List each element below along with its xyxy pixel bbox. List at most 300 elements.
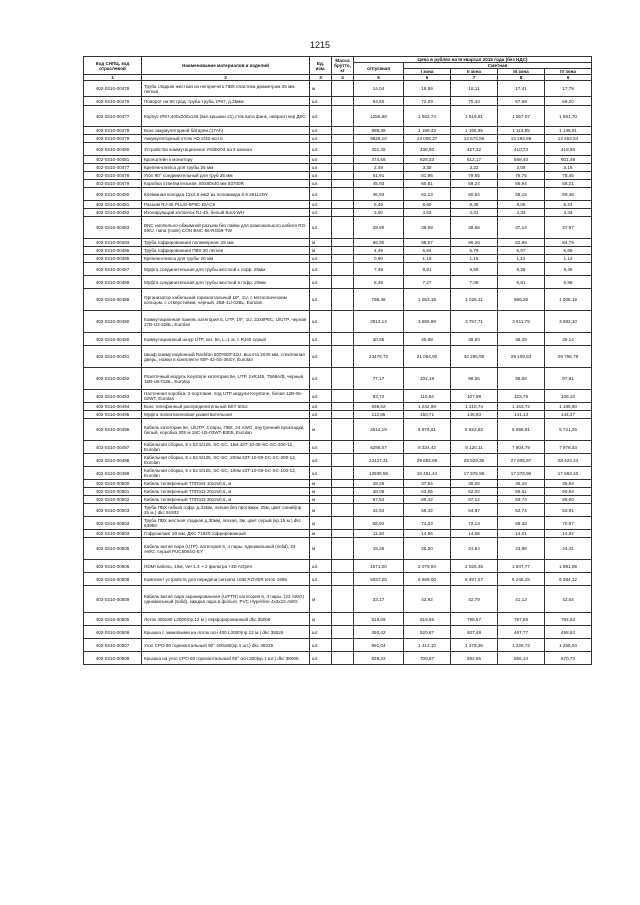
cell-code: 402-0310-00482 [84,209,142,217]
cell-release-price: 14,04 [354,81,404,97]
cell-mass [332,135,354,143]
cell-code: 402-0310-00487 [84,263,142,276]
cell-name: Кабель телефонный ТППэп3 30х2х0,5, м [142,496,310,504]
header-estimate: Сметная [404,63,592,69]
cell-zone-4-price: 784,63 [545,613,592,626]
cell-unit: м [310,247,332,255]
cell-code: 402-0310-00497 [84,441,142,454]
cell-unit: шт. [310,346,332,368]
cell-zone-2-price: 86,29 [451,239,498,247]
cell-unit: шт. [310,368,332,390]
cell-zone-4-price: 17,79 [545,81,592,97]
cell-zone-4-price: 9,49 [545,263,592,276]
cell-zone-3-price: 8,05 [498,201,545,209]
price-table [83,56,592,665]
cell-zone-4-price: 5,69 [545,247,592,255]
cell-mass [332,480,354,488]
table-row [84,504,592,517]
cell-code: 402-0310-00505 [84,538,142,560]
cell-unit: шт. [310,639,332,652]
cell-mass [332,156,354,164]
cell-name: Настенная коробка, 2-портовая, под UTP модули Keystone, белая 12В-06-02WT, Eurolan [142,390,310,403]
cell-zone-4-price: 37,97 [545,217,592,239]
cell-mass [332,613,354,626]
table-row [84,613,592,626]
cell-zone-4-price: 69,20 [545,97,592,106]
cell-zone-2-price: 39,83 [451,333,498,346]
cell-zone-2-price: 682,65 [451,652,498,665]
cell-mass [332,652,354,665]
cell-release-price: 28,36 [354,480,404,488]
cell-mass [332,127,354,135]
cell-code: 402-0310-00484 [84,239,142,247]
cell-zone-3-price: 5 596,81 [498,419,545,441]
cell-name: Корпус IP67,400х200х146 (вкл.крышки 21),стек вата фанк, неврасп кнр ДКС [142,106,310,127]
cell-zone-4-price: 106,10 [545,390,592,403]
cell-name: Кабель телефонный ТППэп3 10х2х0,5, м [142,480,310,488]
col-index-2: 2 [142,75,310,81]
cell-zone-1-price: 25,50 [404,538,451,560]
cell-mass [332,626,354,639]
cell-mass [332,172,354,180]
cell-code: 402-0310-00505 [84,613,142,626]
cell-zone-2-price: 3 757,71 [451,311,498,333]
cell-unit: м [310,496,332,504]
cell-zone-1-price: 1,19 [404,255,451,263]
cell-zone-3-price: 35,16 [498,480,545,488]
cell-zone-1-price: 18 451,44 [404,467,451,480]
cell-zone-1-price: 56,32 [404,504,451,517]
cell-unit: шт. [310,411,332,419]
cell-unit: шт. [310,180,332,188]
cell-zone-3-price: 17,41 [498,81,545,97]
cell-zone-4-price: 144,27 [545,411,592,419]
cell-name: Коробка ответвительная, 80х80х40 мм 53700R [142,180,310,188]
cell-zone-1-price: 40,88 [404,333,451,346]
cell-release-price: 30,85 [354,333,404,346]
cell-zone-2-price: 24,84 [451,538,498,560]
cell-release-price: 3,50 [354,209,404,217]
cell-release-price: 23478,72 [354,346,404,368]
cell-name: Бокс аккумуляторной батареи (17Ah) [142,127,310,135]
cell-unit: шт. [310,209,332,217]
cell-release-price: 67,54 [354,496,404,504]
cell-zone-3-price: 1 113,85 [498,127,545,135]
cell-name: Кронштейн к монитору [142,156,310,164]
cell-zone-4-price: 29 756,79 [545,346,592,368]
cell-release-price: 11,30 [354,530,404,538]
cell-zone-4-price: 14,32 [545,530,592,538]
cell-zone-3-price: 1 228,72 [498,639,545,652]
col-index-7: 7 [451,75,498,81]
table-row [84,368,592,390]
cell-unit: шт. [310,560,332,573]
cell-zone-3-price: 1,12 [498,255,545,263]
cell-code: 402-0310-00507 [84,639,142,652]
col-index-3: 3 [310,75,332,81]
cell-name: Коммутационная панель категория 5, UTP, 19", 1U, 32х8Р8С, U/UTP, черная 27В-U3-32BL, Eurolan [142,311,310,333]
cell-zone-1-price: 37,54 [404,480,451,488]
cell-code: 402-0310-00478 [84,172,142,180]
cell-zone-3-price: 59,61 [498,488,545,496]
cell-name: Разъем RJ-45 PLUG-8P8C-BV-C5 [142,201,310,209]
cell-zone-4-price: 670,73 [545,652,592,665]
cell-zone-4-price: 42,04 [545,586,592,613]
header-zone-2: II зона [451,69,498,75]
table-row [84,263,592,276]
cell-zone-2-price: 36,58 [451,480,498,488]
cell-zone-3-price: 1 947,77 [498,560,545,573]
cell-zone-4-price: 24,41 [545,538,592,560]
cell-zone-2-price: 8,38 [451,201,498,209]
cell-zone-2-price: 5,79 [451,247,498,255]
cell-zone-4-price: 84,79 [545,239,592,247]
cell-zone-4-price: 28 424,24 [545,454,592,467]
table-row [84,172,592,180]
cell-mass [332,441,354,454]
cell-zone-4-price: 59,48 [545,188,592,201]
cell-unit: шт. [310,333,332,346]
cell-zone-2-price: 1 158,85 [451,127,498,135]
cell-zone-3-price: 1 557,07 [498,106,545,127]
cell-code: 402-0310-00477 [84,164,142,172]
cell-mass [332,411,354,419]
cell-release-price: 991,04 [354,639,404,652]
cell-name: Крышка на угол CPO 90 горизонтальный 90° осн 300(кр.1 шт.) dkc 38005 [142,652,310,665]
cell-unit: шт. [310,172,332,180]
cell-code: 402-0310-00477 [84,106,142,127]
cell-zone-4-price: 3 692,10 [545,311,592,333]
table-row [84,639,592,652]
cell-zone-2-price: 1,16 [451,255,498,263]
cell-mass [332,239,354,247]
cell-name: Гофрошланг 20 мм, ДКС 71920 гофрированный [142,530,310,538]
cell-release-price: 529,22 [354,652,404,665]
cell-unit: шт. [310,289,332,311]
cell-zone-1-price: 43,92 [404,586,451,613]
cell-mass [332,639,354,652]
cell-unit: м [310,419,332,441]
table-row [84,403,592,411]
cell-name: BNC ниппельно-обжимной разъем без пайки для коаксиального кабеля RG-59/U, папа (male) CON BNC-56-RG59-TW [142,217,310,239]
cell-zone-2-price: 7,08 [451,276,498,289]
table-row [84,517,592,530]
table-row [84,127,592,135]
table-row [84,209,592,217]
cell-zone-4-price: 39,14 [545,333,592,346]
cell-release-price: 83,72 [354,390,404,403]
cell-unit: шт. [310,454,332,467]
cell-zone-2-price: 507,48 [451,626,498,639]
cell-zone-4-price: 1 138,61 [545,127,592,135]
cell-zone-1-price: 1 662,74 [404,106,451,127]
cell-release-price: 898,39 [354,127,404,135]
cell-name: Кабель телефонный ТППэп3 20х2х0,5, м [142,488,310,496]
cell-zone-3-price: 38,29 [498,333,545,346]
cell-zone-4-price: 78,45 [545,172,592,180]
cell-mass [332,346,354,368]
cell-mass [332,106,354,127]
table-row [84,164,592,172]
cell-name: Кабель витая пара экранированная (U/FTR) категория 6, 4 пары, (23 AWG) одножильный (solid), каждая пара в фольге, PVC Hyperline 4х2х23 AWG [142,586,310,613]
cell-code: 402-0310-00478 [84,127,142,135]
cell-unit: шт. [310,276,332,289]
cell-zone-1-price: 7,27 [404,276,451,289]
cell-unit: шт. [310,201,332,209]
page-number: 1215 [309,40,331,50]
cell-name: Розеточный модуль Keystone категория 5e, UTP, 1хRJ45, T568A/B, черный 16В-U5-01BL, Eurolan [142,368,310,390]
cell-code: 402-0310-00483 [84,217,142,239]
cell-zone-2-price: 1 210,74 [451,403,498,411]
cell-zone-4-price: 7 978,33 [545,441,592,454]
cell-code: 402-0310-00490 [84,333,142,346]
cell-release-price: 113,85 [354,411,404,419]
cell-code: 402-0310-00498 [84,454,142,467]
cell-zone-3-price: 82,95 [498,239,545,247]
cell-release-price: 48,08 [354,488,404,496]
cell-unit: шт. [310,390,332,403]
cell-zone-3-price: 37,14 [498,217,545,239]
cell-zone-2-price: 79,85 [451,172,498,180]
cell-mass [332,289,354,311]
cell-unit: шт. [310,143,332,156]
cell-name: Труба ПВХ жесткая гладкая д.30мм, легкая, 3м, цвет серый (кр.15 м.) dkc 63950 [142,517,310,530]
cell-mass [332,573,354,586]
cell-unit: м [310,530,332,538]
cell-mass [332,276,354,289]
cell-zone-1-price: 2 079,94 [404,560,451,573]
cell-code: 402-0310-00486 [84,255,142,263]
cell-zone-3-price: 17 278,90 [498,467,545,480]
cell-release-price: 46,93 [354,188,404,201]
cell-name: Кабельная сборка, 8 х 62.5/125, SC-SC, 100м 43T-10-08-SC-SC-100-12, Eurolan [142,467,310,480]
cell-zone-4-price: 419,86 [545,143,592,156]
cell-name: Крепеж-клипса для трубы 20 мм [142,255,310,263]
cell-release-price: 2913,14 [354,311,404,333]
cell-zone-3-price: 76,75 [498,172,545,180]
cell-zone-3-price: 4,33 [498,209,545,217]
cell-name: Изолирующий колпачок RJ-45, белый Boot-WH [142,209,310,217]
cell-zone-3-price: 14,01 [498,530,545,538]
table-row [84,496,592,504]
cell-zone-1-price: 88,57 [404,239,451,247]
table-row [84,560,592,573]
cell-zone-2-price: 60,54 [451,188,498,201]
cell-zone-3-price: 9,28 [498,263,545,276]
cell-name: Бокс телефонный распределительный БКТ 50х2 [142,403,310,411]
cell-zone-1-price: 700,67 [404,652,451,665]
cell-zone-2-price: 28 929,36 [451,454,498,467]
cell-zone-2-price: 427,32 [451,143,498,156]
cell-zone-2-price: 9,66 [451,263,498,276]
table-row [84,390,592,403]
header-zone-3: III зона [498,69,545,75]
cell-name: Труба ПВХ гибкая гофр. д.32мм, легкая без протяжки, 25м, цвет синий(пр 25 м.) dkc 91932 [142,504,310,517]
cell-zone-3-price: 52,74 [498,504,545,517]
cell-name: Крышка с замковыми на лоток осн 400 L3000(пр.12 м.) dkc 35526 [142,626,310,639]
table-row [84,454,592,467]
cell-name: Устройство коммутационное УК/ВК/04 на 2 канала [142,143,310,156]
cell-unit: шт. [310,156,332,164]
table-row [84,586,592,613]
col-index-9: 9 [545,75,592,81]
cell-zone-3-price: 56,94 [498,180,545,188]
cell-zone-4-price: 1 008,19 [545,289,592,311]
cell-mass [332,263,354,276]
cell-mass [332,467,354,480]
table-row [84,411,592,419]
cell-zone-4-price: 1 256,04 [545,639,592,652]
cell-release-price: 6,49 [354,201,404,209]
cell-unit: м [310,538,332,560]
cell-name: Угол CPO 90 горизонтальный 90° 400х80(кр 1 шт.) dkc 36025 [142,639,310,652]
cell-code: 402-0310-00502 [84,496,142,504]
cell-release-price: 5,49 [354,276,404,289]
table-row [84,419,592,441]
cell-zone-4-price: 17 663,10 [545,467,592,480]
cell-zone-2-price: 42,79 [451,586,498,613]
cell-unit: м [310,504,332,517]
cell-name: Угол 90° соединительный для труб 25 мм [142,172,310,180]
cell-code: 402-0310-00490 [84,311,142,333]
cell-release-price: 33,17 [354,586,404,613]
cell-zone-3-price: 67,69 [498,97,545,106]
cell-code: 402-0310-00495 [84,411,142,419]
cell-mass [332,368,354,390]
cell-zone-3-price: 656,14 [498,652,545,665]
cell-zone-1-price: 3 856,89 [404,311,451,333]
cell-zone-1-price: 63,66 [404,488,451,496]
cell-unit: шт. [310,573,332,586]
cell-name: Лоток 400х80 L3000(пр.12 м.) перфорированный dkc 35006 [142,613,310,626]
cell-release-price: 29,90 [354,217,404,239]
header-zone-1: I зона [404,69,451,75]
cell-release-price: 1571,00 [354,560,404,573]
cell-name: Кабельная сборка, 8 х 62.5/125, SC-SC, 200м 43T-10-08-SC-SC-200-12, Eurolan [142,454,310,467]
cell-unit: шт. [310,255,332,263]
cell-name: Шкаф коммутационный Rackfan 600*600*42U, высота 2030 мм, стеклянная дверь, ножки в комплекте 60F-42-6S-36GY, Eurolan [142,346,310,368]
table-row [84,441,592,454]
cell-zone-1-price: 1 312,10 [404,639,451,652]
cell-name: Организатор кабельный горизонтальный 19", 1U, с металлическим кольцом, с отверстиями, черный, 25В-1U-02BL, Eurolan [142,289,310,311]
cell-name: Кабельная сборка, 8 х 62.5/125, SC-SC, 15м 43T-10-08-SC-SC-200-12, Eurolan [142,441,310,454]
cell-release-price: 22427,31 [354,454,404,467]
cell-zone-2-price: 107,99 [451,390,498,403]
cell-zone-3-price: 1 163,72 [498,403,545,411]
cell-zone-1-price: 5 976,61 [404,419,451,441]
cell-code: 402-0310-00506 [84,626,142,639]
cell-release-price: 55,92 [354,517,404,530]
cell-mass [332,530,354,538]
cell-zone-1-price: 3,30 [404,164,451,172]
col-index-4: 4 [332,75,354,81]
cell-zone-2-price: 1 026,11 [451,289,498,311]
cell-zone-4-price: 3,16 [545,164,592,172]
header-unit: Ед. изм. [310,57,332,75]
cell-zone-4-price: 60,94 [545,488,592,496]
cell-mass [332,143,354,156]
cell-zone-1-price: 60,81 [404,180,451,188]
cell-mass [332,454,354,467]
cell-code: 402-0310-00499 [84,467,142,480]
cell-code: 402-0310-00508 [84,573,142,586]
cell-release-price: 474,58 [354,156,404,164]
cell-zone-1-price: 110,84 [404,390,451,403]
table-row [84,135,592,143]
cell-mass [332,560,354,573]
cell-code: 402-0310-00488 [84,276,142,289]
cell-zone-1-price: 438,60 [404,143,451,156]
cell-zone-3-price: 58,19 [498,188,545,201]
table-row [84,247,592,255]
cell-release-price: 42,54 [354,504,404,517]
cell-mass [332,217,354,239]
cell-unit: м [310,81,332,97]
col-index-8: 8 [498,75,545,81]
cell-zone-1-price: 39,58 [404,217,451,239]
table-row [84,239,592,247]
cell-zone-1-price: 520,87 [404,626,451,639]
cell-zone-4-price: 1 189,60 [545,403,592,411]
cell-release-price: 54,60 [354,97,404,106]
cell-zone-3-price: 410,73 [498,143,545,156]
table-row [84,106,592,127]
cell-zone-2-price: 1 619,91 [451,106,498,127]
cell-code: 402-0310-00481 [84,156,142,164]
cell-name: Муфта полиэтиленовая разветвительная [142,411,310,419]
cell-name: Муфта соединительная для трубы жесткой в гофр. 20мм [142,276,310,289]
table-row [84,480,592,488]
cell-zone-4-price: 6,96 [545,276,592,289]
cell-name: Поворот на 90 град. труба-труба, IP67, д.25мм [142,97,310,106]
cell-zone-1-price: 1 189,43 [404,127,451,135]
cell-zone-1-price: 13 008,37 [404,135,451,143]
cell-zone-2-price: 38,56 [451,217,498,239]
table-row [84,276,592,289]
cell-zone-3-price: 83,74 [498,496,545,504]
cell-zone-2-price: 30 285,59 [451,346,498,368]
cell-code: 402-0310-00501 [84,488,142,496]
cell-zone-1-price: 5,94 [404,247,451,255]
cell-mass [332,180,354,188]
cell-release-price: 4514,19 [354,419,404,441]
cell-zone-2-price: 4,51 [451,209,498,217]
cell-release-price: 66,90 [354,239,404,247]
cell-code: 402-0310-00480 [84,188,142,201]
cell-zone-2-price: 3,22 [451,164,498,172]
cell-code: 402-0310-00496 [84,419,142,441]
cell-zone-2-price: 2 026,45 [451,560,498,573]
cell-zone-3-price: 103,79 [498,390,545,403]
cell-release-price: 19,26 [354,538,404,560]
cell-release-price: 331,26 [354,143,404,156]
cell-release-price: 4,49 [354,247,404,255]
cell-zone-1-price: 628,33 [404,156,451,164]
cell-release-price: 0,90 [354,255,404,263]
cell-release-price: 45,93 [354,180,404,188]
cell-unit: м [310,480,332,488]
cell-code: 402-0310-00489 [84,289,142,311]
cell-code: 402-0310-00504 [84,517,142,530]
cell-zone-3-price: 487,77 [498,626,545,639]
cell-zone-2-price: 54,87 [451,504,498,517]
cell-release-price: 938,62 [354,403,404,411]
cell-release-price: 6295,07 [354,441,404,454]
cell-name: Крепеж-клипса для трубы 25 мм [142,164,310,172]
cell-mass [332,188,354,201]
cell-unit: шт. [310,217,332,239]
cell-zone-1-price: 150,71 [404,411,451,419]
